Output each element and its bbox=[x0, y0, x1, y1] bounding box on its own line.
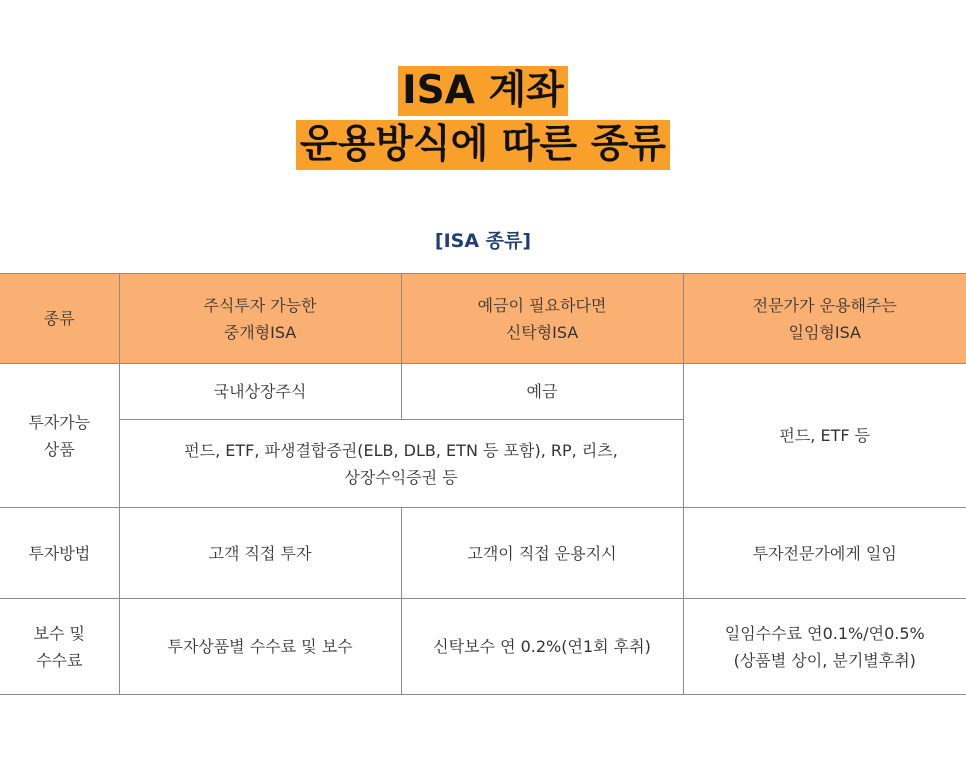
header-trust bbox=[401, 274, 683, 364]
title-line-1: ISA 계좌 bbox=[398, 66, 568, 116]
row-label-line-2: 수수료 bbox=[36, 650, 83, 670]
row-label-line-1: 투자가능 bbox=[28, 412, 91, 432]
table-caption: [ISA 종류] bbox=[434, 230, 532, 252]
table-row bbox=[0, 599, 966, 695]
cell-trust-method: 고객이 직접 운용지시 bbox=[401, 508, 683, 599]
cell-discretionary-products: 펀드, ETF 등 bbox=[683, 364, 966, 508]
table-row bbox=[0, 364, 966, 420]
cell-brokerage-domestic-stocks: 국내상장주식 bbox=[119, 364, 401, 420]
row-label-line-1: 보수 및 bbox=[33, 623, 85, 643]
discretionary-fees-line-1: 일임수수료 연0.1%/연0.5% bbox=[724, 623, 925, 643]
isa-types-table bbox=[0, 273, 966, 695]
cell-trust-fees: 신탁보수 연 0.2%(연1회 후취) bbox=[401, 599, 683, 695]
shared-products-line-2: 상장수익증권 등 bbox=[344, 467, 458, 487]
header-discretionary-line-2: 일임형ISA bbox=[788, 322, 861, 342]
row-label-invest-products bbox=[0, 364, 119, 508]
title-line-2: 운용방식에 따른 종류 bbox=[296, 120, 670, 170]
header-brokerage bbox=[119, 274, 401, 364]
table-header-row bbox=[0, 274, 966, 364]
header-type-label: 종류 bbox=[43, 309, 75, 328]
cell-shared-products bbox=[119, 420, 683, 508]
cell-discretionary-fees bbox=[683, 599, 966, 695]
header-trust-line-2: 신탁형ISA bbox=[505, 322, 579, 342]
cell-brokerage-fees: 투자상품별 수수료 및 보수 bbox=[119, 599, 401, 695]
header-trust-line-1: 예금이 필요하다면 bbox=[477, 295, 607, 315]
row-label-line-2: 상품 bbox=[43, 439, 75, 459]
header-brokerage-line-1: 주식투자 가능한 bbox=[203, 295, 317, 315]
header-brokerage-line-2: 중개형ISA bbox=[223, 322, 297, 342]
discretionary-fees-line-2: (상품별 상이, 분기별후취) bbox=[733, 650, 916, 670]
cell-discretionary-method: 투자전문가에게 일임 bbox=[683, 508, 966, 599]
row-label-invest-method: 투자방법 bbox=[0, 508, 119, 599]
header-discretionary bbox=[683, 274, 966, 364]
table-row bbox=[0, 508, 966, 599]
shared-products-line-1: 펀드, ETF, 파생결합증권(ELB, DLB, ETN 등 포함), RP, 리츠, bbox=[184, 440, 618, 460]
cell-trust-deposit: 예금 bbox=[401, 364, 683, 420]
header-discretionary-line-1: 전문가가 운용해주는 bbox=[752, 295, 897, 315]
header-type bbox=[0, 274, 119, 364]
page-title bbox=[0, 66, 966, 170]
row-label-fees bbox=[0, 599, 119, 695]
cell-brokerage-method: 고객 직접 투자 bbox=[119, 508, 401, 599]
